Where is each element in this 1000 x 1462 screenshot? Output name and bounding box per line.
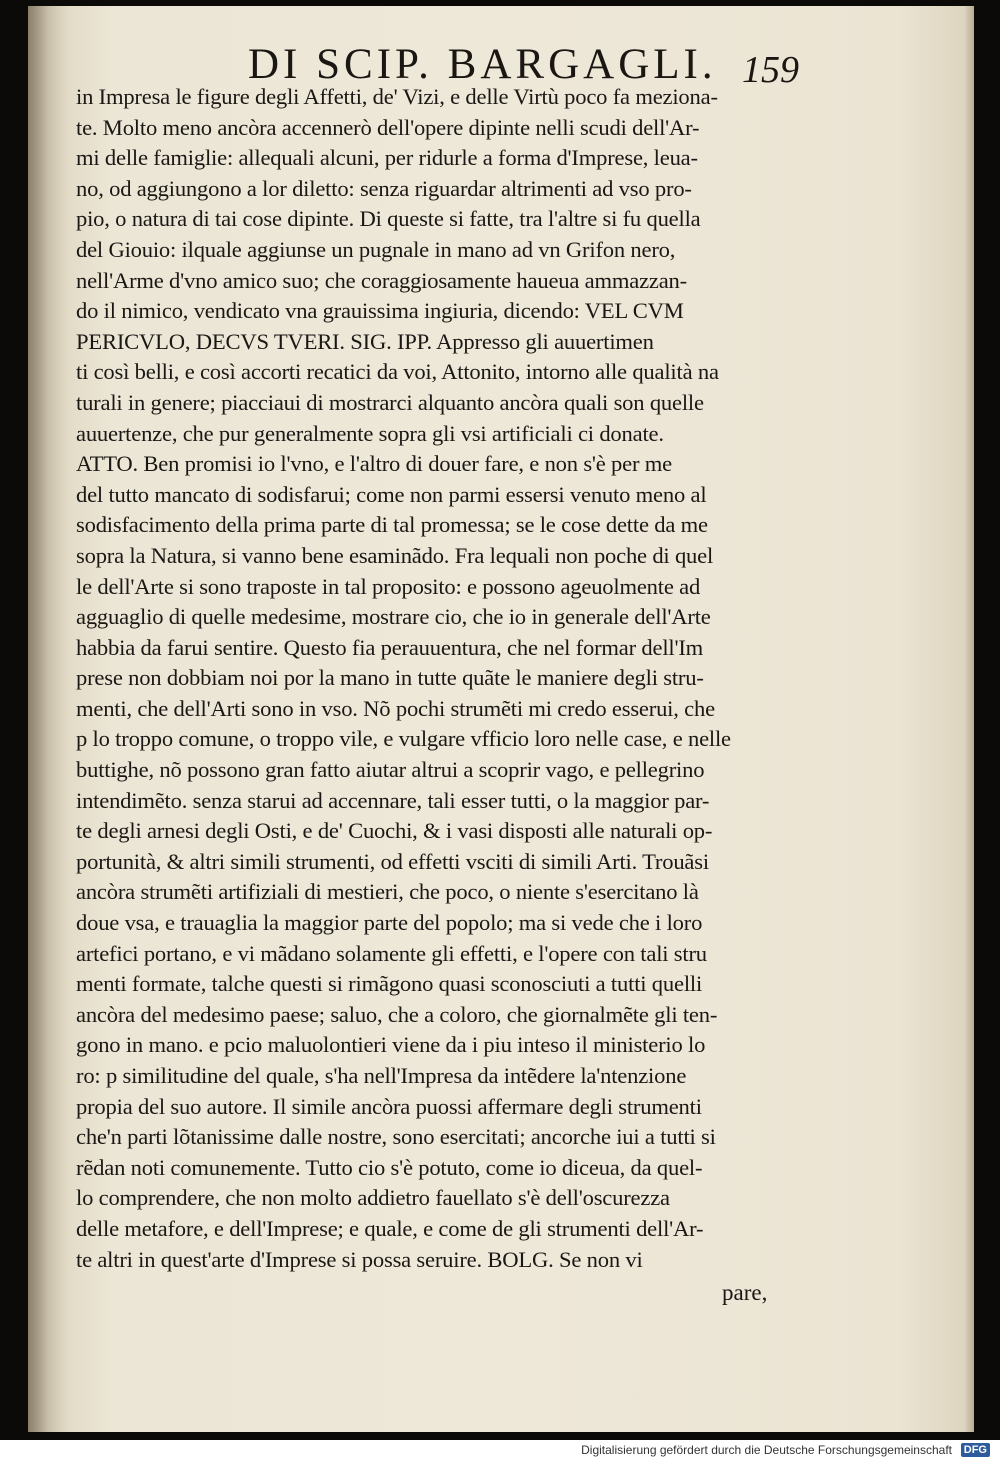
text-line: buttighe, nõ possono gran fatto aiutar altrui a scoprir vago, e pellegrino: [76, 757, 705, 783]
text-line: do il nimico, vendicato vna grauissima ingiuria, dicendo: VEL CVM: [76, 298, 684, 324]
text-line: te degli arnesi degli Osti, e de' Cuochi, & i vasi disposti alle naturali op-: [76, 818, 713, 844]
text-line: delle metafore, e dell'Imprese; e quale, e come de gli strumenti dell'Ar-: [76, 1215, 704, 1241]
text-line: in Impresa le figure degli Affetti, de' Vizi, e delle Virtù poco fa meziona-: [76, 84, 718, 109]
catchword: pare,: [722, 1280, 768, 1305]
text-line: ro: p similitudine del quale, s'ha nell'Impresa da intẽdere la'ntenzione: [76, 1063, 687, 1088]
page-edge-shadow: [964, 6, 974, 1432]
page-number: 159: [742, 49, 799, 91]
text-line: menti, che dell'Arti sono in vso. Nõ pochi strumẽti mi credo esserui, che: [76, 695, 715, 721]
text-line: doue vsa, e trauaglia la maggior parte del popolo; ma si vede che i loro: [76, 910, 703, 936]
text-line: le dell'Arte si sono traposte in tal proposito: e possono ageuolmente ad: [76, 573, 701, 599]
text-line: te. Molto meno ancòra accennerò dell'opere dipinte nelli scudi dell'Ar-: [76, 114, 700, 140]
text-line: intendimẽto. senza starui ad accennare, tali esser tutti, o la maggior par-: [76, 787, 710, 813]
text-line: ti così belli, e così accorti recatici da voi, Attonito, intorno alle qualità na: [76, 359, 719, 385]
text-line: del tutto mancato di sodisfarui; come non parmi essersi venuto meno al: [76, 481, 707, 507]
text-line: ancòra strumẽti artifiziali di mestieri, che poco, o niente s'esercitano là: [76, 879, 699, 905]
digitization-credit: Digitalisierung gefördert durch die Deutsche Forschungsgemeinschaft: [581, 1443, 952, 1457]
text-line: lo comprendere, che non molto addietro fauellato s'è dell'oscurezza: [76, 1185, 670, 1211]
text-line: prese non dobbiam noi por la mano in tutte quãte le maniere degli stru-: [76, 665, 704, 691]
text-line: che'n parti lõtanissime dalle nostre, sono esercitati; ancorche iui a tutti si: [76, 1124, 716, 1150]
text-line: mi delle famiglie: allequali alcuni, per ridurle a forma d'Imprese, leua-: [76, 145, 698, 171]
text-line: del Giouio: ilquale aggiunse un pugnale in mano ad vn Grifon nero,: [76, 236, 676, 262]
book-page: [28, 6, 974, 1432]
text-line: agguaglio di quelle medesime, mostrare cio, che io in generale dell'Arte: [76, 604, 711, 630]
text-line: ATTO. Ben promisi io l'vno, e l'altro di douer fare, e non s'è per me: [76, 451, 672, 477]
text-line: portunità, & altri simili strumenti, od effetti vsciti di simili Arti. Trouãsi: [76, 848, 709, 874]
page-gutter-shadow: [28, 6, 68, 1432]
running-title: DI SCIP. BARGAGLI.: [248, 41, 717, 88]
text-line: p lo troppo comune, o troppo vile, e vulgare vfficio loro nelle case, e nelle: [76, 726, 731, 752]
text-line: ancòra del medesimo paese; saluo, che a coloro, che giornalmẽte gli ten-: [76, 1001, 718, 1027]
text-line: te altri in quest'arte d'Imprese si possa seruire. BOLG. Se non vi: [76, 1246, 643, 1272]
text-line: PERICVLO, DECVS TVERI. SIG. IPP. Appresso gli auuertimen: [76, 328, 654, 354]
text-line: turali in genere; piacciaui di mostrarci alquanto ancòra quali son quelle: [76, 389, 704, 415]
text-line: no, od aggiungono a lor diletto: senza riguardar altrimenti ad vso pro-: [76, 175, 692, 201]
text-line: habbia da farui sentire. Questo fia perauuentura, che nel formar dell'Im: [76, 634, 704, 660]
body-text: [76, 82, 836, 1275]
text-line: pio, o natura di tai cose dipinte. Di queste si fatte, tra l'altre si fu quella: [76, 206, 701, 232]
text-line: sopra la Natura, si vanno bene esaminãdo. Fra lequali non poche di quel: [76, 542, 714, 568]
dfg-logo: DFG: [961, 1443, 990, 1457]
text-line: rẽdan noti comunemente. Tutto cio s'è potuto, come io diceua, da quel-: [76, 1154, 703, 1180]
text-line: sodisfacimento della prima parte di tal promessa; se le cose dette da me: [76, 512, 708, 538]
text-line: artefici portano, e vi mãdano solamente gli effetti, e l'opere con tali stru: [76, 940, 707, 966]
text-line: propia del suo autore. Il simile ancòra puossi affermare degli strumenti: [76, 1093, 702, 1119]
text-line: menti formate, talche questi si rimãgono quasi sconosciuti a tutti quelli: [76, 971, 703, 997]
text-line: nell'Arme d'vno amico suo; che coraggiosamente haueua ammazzan-: [76, 267, 687, 293]
text-line: gono in mano. e pcio maluolontieri viene da i piu inteso il ministerio lo: [76, 1032, 706, 1058]
text-line: auuertenze, che pur generalmente sopra gli vsi artificiali ci donate.: [76, 420, 664, 446]
